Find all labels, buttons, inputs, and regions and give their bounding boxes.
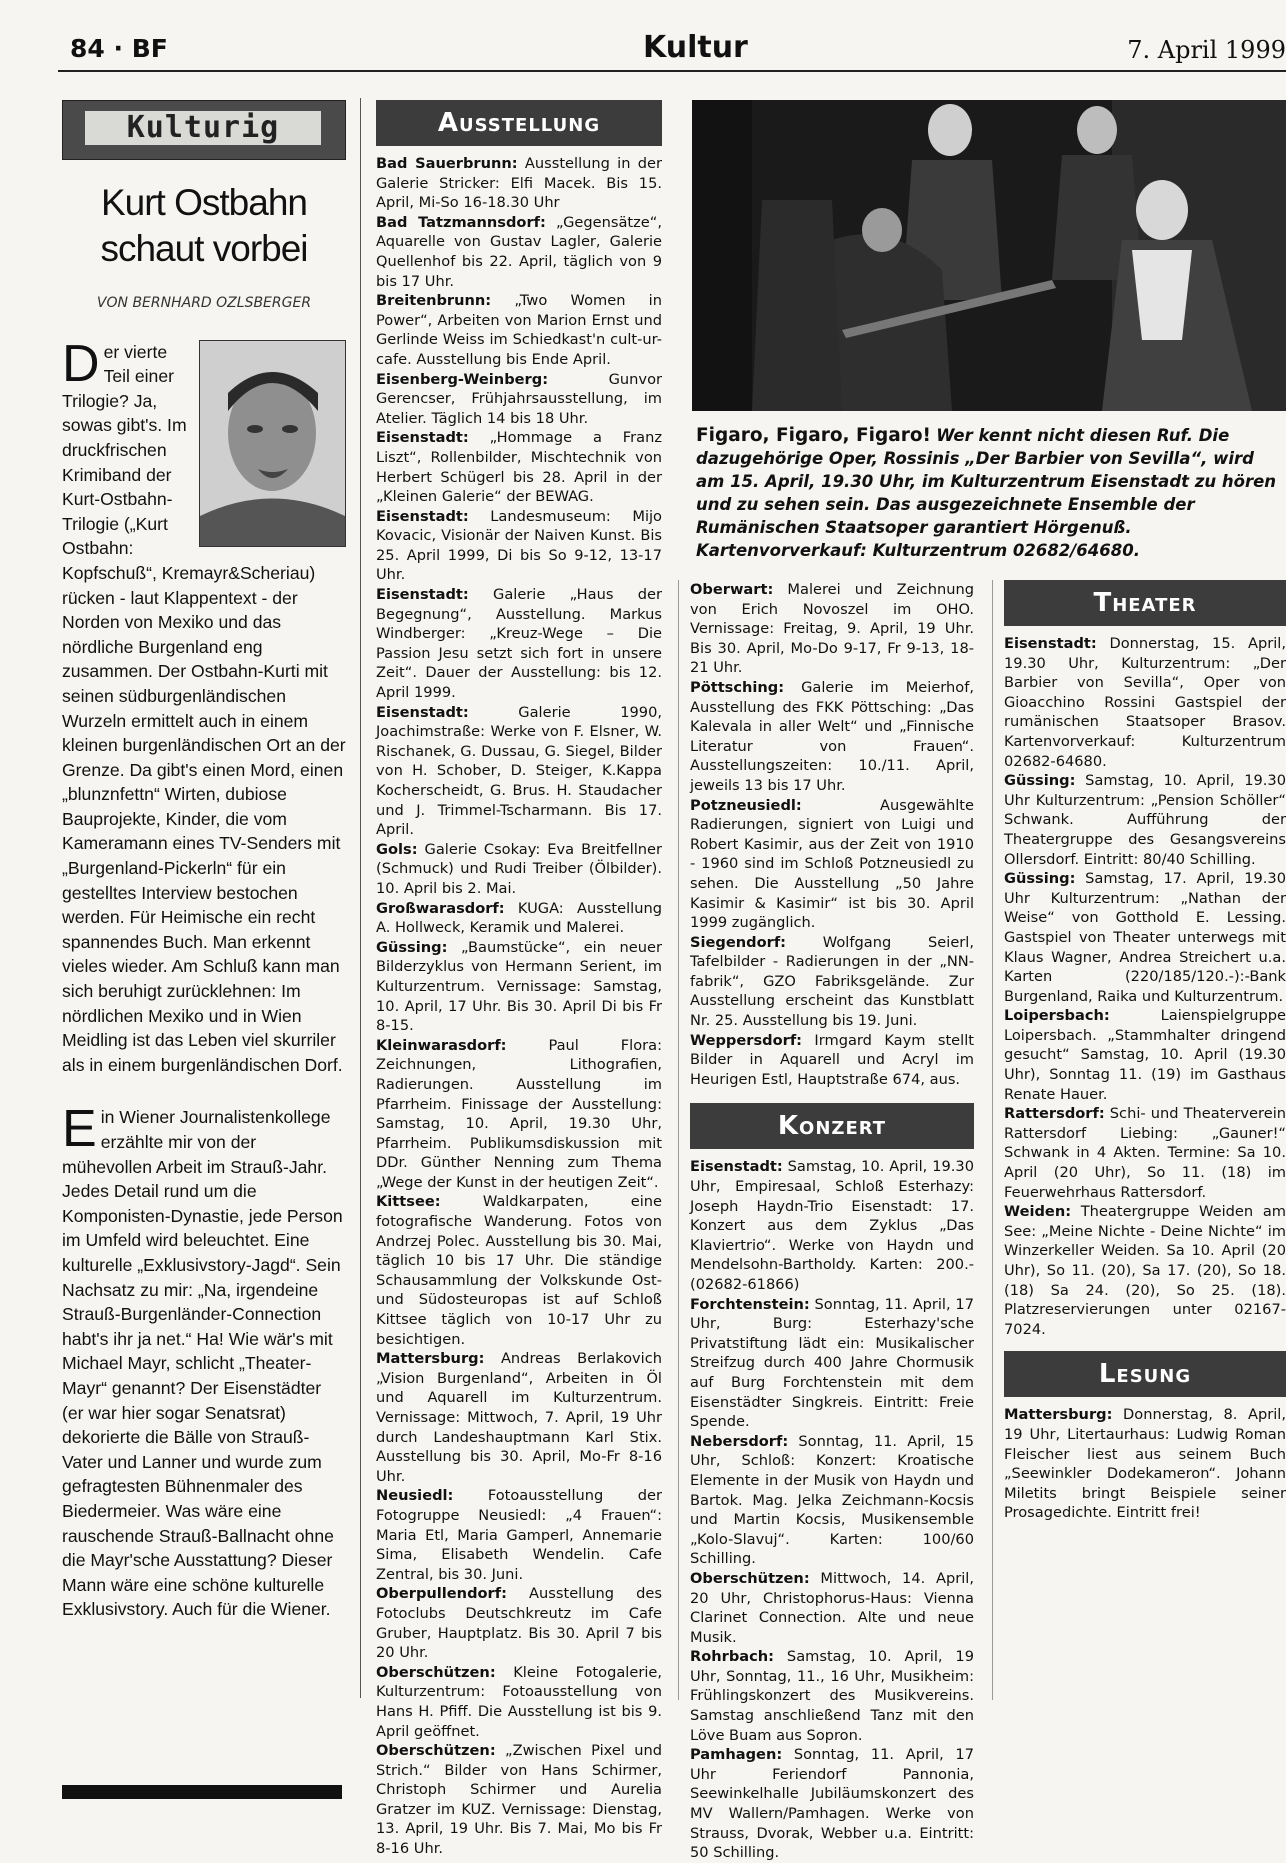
- theater-place: Güssing:: [1004, 870, 1076, 888]
- ausstellung-entry: [376, 899, 662, 938]
- ausstellung-place: Güssing:: [376, 938, 448, 956]
- theater-entry: [1004, 634, 1286, 771]
- issue-date: 7. April 1999: [1127, 36, 1286, 64]
- konzert-place: Forchtenstein:: [690, 1295, 810, 1313]
- column-paragraph-2: in Wiener Journalistenkollege erzählte mir von der mühevollen Arbeit im Strauß-Jahr. Jedes Detail rund um die Komponisten-Dynastie, jede Person im Umfeld wird beleuchtet. Eine kulturelle „Exklusivstory-Jagd“. Sein Nachsatz zu mir: „Na, irgendeine Strauß-Burgenländer-Connection habt's ihr ja net.“ Ha! Wie wär's mit Michael Mayr, schlicht „Theater-Mayr“ genannt? Der Eisenstädter (er war hier sogar Senatsrat) dekorierte die Bälle von Strauß-Vater und Lanner und wurde zum gefragtesten Bühnenmaler des Biedermeier. Was wäre eine rauschende Strauß-Ballnacht ohne die Mayr'sche Ausstattung? Dieser Mann wäre eine schöne kulturelle Exklusivstory. Auch für die Wiener.: [62, 1107, 343, 1620]
- ausstellung-place: Oberschützen:: [376, 1663, 496, 1681]
- ausstellung-text: „Gegensätze“, Aquarelle von Gustav Lagler, Galerie Quellenhof bis 22. April, täglich von 9 bis 17 Uhr.: [376, 213, 662, 290]
- kicker-box: [62, 100, 346, 160]
- ausstellung-text: Fotoausstellung der Fotogruppe Neusiedl: „4 Frauen“: Maria Etl, Maria Gamperl, Annemarie Sima, Elisabeth Wendelin. Cafe Zentral, bis 30. Juni.: [376, 1487, 662, 1583]
- ausstellung-text: „Hommage a Franz Liszt“, Rollenbilder, Mischtechnik von Herbert Schügerl bis 28. April in der „Kleinen Galerie“ der BEWAG.: [376, 429, 662, 506]
- theater-text: Theatergruppe Weiden am See: „Meine Nichte - Deine Nichte“ im Winzerkeller Weiden. Sa 10. April (20 Uhr), So 11. (20), Sa 17. (20), So 18. (18) Sa 24. (20), So 25. (18). Platzreservierungen unter 02167-7024.: [1004, 1203, 1286, 1338]
- theater-entry: [1004, 1006, 1286, 1104]
- ausstellung-place: Eisenstadt:: [376, 703, 469, 721]
- ausstellung-text: Waldkarpaten, eine fotografische Wanderung. Fotos von Andrzej Polec. Ausstellung bis 30. Mai, täglich 10 bis 17 Uhr. Die ständige Schausammlung der Volkskunde Ost- und Südosteuropas ist auf Schloß Kittsee täglich von 10-17 Uhr zu besichtigen.: [376, 1193, 662, 1348]
- ausstellung-entry: [376, 938, 662, 1036]
- ausstellung-text: Malerei und Zeichnung von Erich Novoszel im OHO. Vernissage: Freitag, 9. April, 19 Uhr. Bis 30. April, Mo-Do 9-17, Fr 9-13, 18-21 Uhr.: [690, 581, 974, 677]
- theater-place: Eisenstadt:: [1004, 635, 1097, 652]
- theater-entry: [1004, 1104, 1286, 1202]
- column-paragraph-1: er vierte Teil einer Trilogie? Ja, sowas gibt's. Im druckfrischen Krimiband der Kurt-Ostbahn-Trilogie („Kurt Ostbahn: Kopfschuß“, Kremayr&Scheriau) rücken - laut Klappentext - der Norden von Mexiko und das nördliche Burgenland eng zusammen. Der Ostbahn-Kurti mit seinen südburgenländischen Wurzeln ermittelt auch in einem kleinen burgenländischen Ort an der Grenze. Da gibt's einen Mord, einen „blunznfettn“ Wirten, dubiose Bauprojekte, Kinder, die vom Kameramann eines TV-Senders mit „Burgenland-Pickerln“ für ein gestelltes Interview bestochen werden. Für Heimische ein recht spannendes Buch. Man erkennt vieles wieder. Am Schluß kann man sich beruhigt zurücklehnen: Im nördlichen Mexiko und in Wien Meidling ist das Leben viel skurriler als in einem burgenländischen Dorf.: [62, 341, 346, 1075]
- konzert-place: Oberschützen:: [690, 1569, 810, 1587]
- lesung-heading: Lesung: [1004, 1351, 1286, 1397]
- theater-text: Schi- und Theaterverein Rattersdorf Liebing: „Gauner!“ Schwank in 4 Akten. Termine: Sa 10. April (20 Uhr), So 11. (18) im Feuerwehrhaus Rattersdorf.: [1004, 1105, 1286, 1201]
- konzert-text: Sonntag, 11. April, 17 Uhr, Burg: Esterhazy'sche Privatstiftung lädt ein: Musikalischer Streifzug durch 400 Jahre Chormusik auf Burg Forchtenstein mit dem Eisenstädter Singkreis. Eintritt: Freie Spende.: [690, 1295, 974, 1431]
- ausstellung-place: Eisenstadt:: [376, 507, 469, 525]
- page-number: 84 · BF: [70, 34, 168, 63]
- theater-entry: [1004, 869, 1286, 1006]
- ausstellung-place: Oberschützen:: [376, 1742, 496, 1760]
- ausstellung-text: „Zwischen Pixel und Strich.“ Bilder von Hans Schirmer, Christoph Schirmer und Aurelia Gratzer im KUZ. Vernissage: Dienstag, 13. April, 19 Uhr. Bis 7. Mai, Mo bis Fr 8-16 Uhr.: [376, 1742, 662, 1858]
- ausstellung-place: Mattersburg:: [376, 1350, 485, 1368]
- column-four: [1004, 580, 1286, 1523]
- theater-list: [1004, 634, 1286, 1339]
- ausstellung-place: Eisenstadt:: [376, 429, 469, 447]
- konzert-entry: [690, 1647, 974, 1745]
- ausstellung-entry: [376, 291, 662, 369]
- ausstellung-text: Landesmuseum: Mijo Kovacic, Visionär der Naiven Kunst. Bis 25. April 1999, Di bis So 9-12, 13-17 Uhr.: [376, 507, 662, 584]
- konzert-entry: [690, 1569, 974, 1647]
- konzert-text: Mittwoch, 14. April, 20 Uhr, Christophorus-Haus: Vienna Clarinet Connection. Alte und neue Musik.: [690, 1569, 974, 1646]
- column-title: Kurt Ostbahn schaut vorbei: [100, 182, 308, 269]
- ausstellung-text: KUGA: Ausstellung A. Hollweck, Keramik und Malerei.: [376, 899, 662, 937]
- ausstellung-text: Paul Flora: Zeichnungen, Lithografien, Radierungen. Ausstellung im Pfarrheim. Finissage der Ausstellung: Samstag, 10. April, 19.30 Uhr, Pfarrheim. Publikumsdiskussion mit DDr. Günther Nenning zum Thema „Wege der Kunst in der heutigen Zeit“.: [376, 1036, 662, 1191]
- drop-cap-1: D: [62, 334, 100, 393]
- ausstellung-entry: [376, 1192, 662, 1349]
- photo-caption: [696, 424, 1280, 562]
- ausstellung-entry: [690, 796, 974, 933]
- ausstellung-place: Eisenberg-Weinberg:: [376, 370, 549, 388]
- header-rule: [58, 70, 1286, 72]
- konzert-place: Rohrbach:: [690, 1648, 775, 1666]
- ausstellung-entry: [376, 154, 662, 213]
- lesung-entry: [1004, 1405, 1286, 1523]
- ausstellung-text: Gunvor Gerencser, Frühjahrsausstellung, im Atelier. Täglich 14 bis 18 Uhr.: [376, 370, 662, 427]
- theater-place: Loipersbach:: [1004, 1007, 1110, 1025]
- theater-text: Laienspielgruppe Loipersbach. „Stammhalter dringend gesucht“ Samstag, 10. April (19.30 Uhr), Sonntag 11. (19) im Gasthaus Renate Hauer.: [1004, 1007, 1286, 1103]
- ausstellung-place: Bad Tatzmannsdorf:: [376, 213, 546, 231]
- ausstellung-entry: [690, 1031, 974, 1090]
- opera-photo: [692, 100, 1286, 411]
- ausstellung-entry: [376, 1663, 662, 1741]
- ausstellung-entry: [690, 933, 974, 1031]
- konzert-text: Samstag, 10. April, 19.30 Uhr, Empiresaal, Schloß Esterhazy: Joseph Haydn-Trio Eisenstadt: 17. Konzert aus dem Zyklus „Das Klaviertrio“. Werke von Haydn und Mendelsohn-Bartholdy. Karten: 200.- (02682-61866): [690, 1158, 974, 1293]
- ausstellung-text: Ausgewählte Radierungen, signiert von Luigi und Robert Kasimir, aus der Zeit von 1910 - 1960 sind im Schloß Potzneusiedl zu sehen. Die Ausstellung „50 Jahre Kasimir & Kasimir“ ist bis 30. April 1999 zugänglich.: [690, 796, 974, 932]
- column-divider-3: [678, 580, 679, 1700]
- konzert-entry: [690, 1432, 974, 1569]
- konzert-place: Eisenstadt:: [690, 1158, 783, 1176]
- theater-place: Rattersdorf:: [1004, 1105, 1105, 1123]
- konzert-text: Sonntag, 11. April, 15 Uhr, Schloß: Konzert: Kroatische Elemente in der Musik von Haydn und Bartok. Mag. Jelka Zeichmann-Kocsis und Martin Kocsis, Musikensemble „Kolo-Slavuj“. Karten: 100/60 Schilling.: [690, 1432, 974, 1568]
- ausstellung-entry: [376, 1584, 662, 1662]
- ausstellung-text: Galerie Csokay: Eva Breitfellner (Schmuck) und Rudi Treiber (Ölbilder). 10. April bis 2. Mai.: [376, 840, 662, 897]
- ausstellung-place: Breitenbrunn:: [376, 292, 492, 310]
- ausstellung-entry: [376, 213, 662, 291]
- ausstellung-entry: [376, 703, 662, 840]
- konzert-place: Nebersdorf:: [690, 1432, 789, 1450]
- column-three: [690, 580, 974, 1863]
- theater-place: Weiden:: [1004, 1203, 1072, 1221]
- ausstellung-text: Ausstellung des Fotoclubs Deutschkreutz im Cafe Gruber, Hauptplatz. Bis 30. April 7 bis 20 Uhr.: [376, 1585, 662, 1662]
- column-body: [62, 334, 346, 1622]
- theater-text: Samstag, 17. April, 19.30 Uhr Kulturzentrum: „Nathan der Weise“ von Gotthold E. Lessing. Gastspiel von Theater unterwegs mit Klaus Wagner, Andrea Streichert u.a. Karten (220/185/120.-):-Bank Burgenland, Raika und Kulturzentrum.: [1004, 870, 1286, 1005]
- ausstellung-entry: [376, 1349, 662, 1486]
- ausstellung-place: Bad Sauerbrunn:: [376, 155, 518, 172]
- kicker-label: Kulturig: [85, 111, 321, 145]
- drop-cap-2: E: [62, 1100, 97, 1159]
- ausstellung-text: Galerie im Meierhof, Ausstellung des FKK Pöttsching: „Das Kalevala in aller Welt“ und „Finnische Literatur von Frauen“. Ausstellungszeiten: 10./11. April, jeweils 13 bis 17 Uhr.: [690, 678, 974, 794]
- ausstellung-place: Eisenstadt:: [376, 586, 469, 604]
- ausstellung-entry: [376, 1486, 662, 1584]
- ausstellung-place: Siegendorf:: [690, 933, 786, 951]
- column-divider: [360, 98, 361, 1698]
- ausstellung-text: Andreas Berlakovich „Vision Burgenland“, Arbeiten in Öl und Aquarell im Kulturzentrum. Vernissage: Mittwoch, 7. April, 19 Uhr durch Landeshauptmann Karl Stix. Ausstellung bis 30. April, Mo-Fr 8-16 Uhr.: [376, 1350, 662, 1485]
- ausstellung-entry: [376, 585, 662, 703]
- ausstellung-place: Potzneusiedl:: [690, 796, 802, 814]
- ausstellung-place: Großwarasdorf:: [376, 899, 505, 917]
- column-divider-4: [992, 580, 993, 1700]
- ausstellung-text: Galerie 1990, Joachimstraße: Werke von F. Elsner, W. Rischanek, G. Dussau, G. Siegel, Bilder von H. Schober, D. Steiger, K.Kappa Kocherscheidt, G. Brus. H. Staudacher und J. Trimmel-Tscharmann. Bis 17. April.: [376, 703, 662, 839]
- ausstellung-place: Gols:: [376, 840, 418, 858]
- ausstellung-list: [376, 154, 662, 1859]
- ausstellung-entry: [690, 580, 974, 678]
- konzert-entry: [690, 1157, 974, 1294]
- konzert-heading: Konzert: [690, 1103, 974, 1149]
- ausstellung-text: Galerie „Haus der Begegnung“, Ausstellung. Markus Windberger: „Kreuz-Wege – Die Passion Jesu setzt sich fort in unsere Zeit“. Dauer der Ausstellung: bis 12. April 1999.: [376, 586, 662, 702]
- ausstellung-text: „Baumstücke“, ein neuer Bilderzyklus von Hermann Serient, im Kulturzentrum. Vernissage: Samstag, 10. April, 17 Uhr. Bis 30. April Di bis Fr 8-15.: [376, 938, 662, 1035]
- ausstellung-place: Kleinwarasdorf:: [376, 1036, 507, 1054]
- konzert-place: Pamhagen:: [690, 1746, 783, 1764]
- ausstellung-place: Pöttsching:: [690, 678, 785, 696]
- ausstellung-text: Ausstellung in der Galerie Stricker: Elfi Macek. Bis 15. April, Mi-So 16-18.30 Uhr: [376, 155, 662, 212]
- ausstellung-entry: [690, 678, 974, 796]
- ausstellung-place: Oberpullendorf:: [376, 1585, 507, 1603]
- theater-place: Güssing:: [1004, 772, 1076, 790]
- theater-entry: [1004, 1202, 1286, 1339]
- author-portrait: [199, 340, 346, 547]
- ausstellung-heading: Ausstellung: [376, 100, 662, 146]
- theater-text: Samstag, 10. April, 19.30 Uhr Kulturzentrum: „Pension Schöller“ Schwank. Aufführung der Theatergruppe des Gesangsvereins Ollersdorf. Eintritt: 80/40 Schilling.: [1004, 772, 1286, 868]
- ausstellung-text: Wolfgang Seierl, Tafelbilder - Radierungen in der „NN-fabrik“, GZO Fabriksgelände. Zur Ausstellung erscheint das Kunstblatt Nr. 25. Ausstellung bis 19. Juni.: [690, 933, 974, 1030]
- ausstellung-entry: [376, 507, 662, 585]
- ausstellung-place: Kittsee:: [376, 1193, 441, 1211]
- caption-title: Figaro, Figaro, Figaro!: [696, 425, 931, 446]
- theater-heading: Theater: [1004, 580, 1286, 626]
- column-footer-bar: [62, 1785, 342, 1799]
- ausstellung-list-continued: [690, 580, 974, 1089]
- ausstellung-entry: [376, 428, 662, 506]
- theater-entry: [1004, 771, 1286, 869]
- lesung-place: Mattersburg:: [1004, 1406, 1113, 1424]
- lesung-text: Donnerstag, 8. April, 19 Uhr, Litertaurhaus: Ludwig Roman Fleischer liest aus seinem Buch „Seewinkler Dodekameron“. Johann Miletits bringt Beispiele seiner Prosagedichte. Eintritt frei!: [1004, 1406, 1286, 1522]
- konzert-text: Sonntag, 11. April, 17 Uhr Feriendorf Pannonia, Seewinkelhalle Jubiläumskonzert des MV Wallern/Pamhagen. Werke von Strauss, Dvorak, Webber u.a. Eintritt: 50 Schilling.: [690, 1746, 974, 1862]
- ausstellung-column: [376, 100, 662, 1859]
- konzert-entry: [690, 1745, 974, 1863]
- lesung-list: [1004, 1405, 1286, 1523]
- page-header: [58, 30, 1286, 68]
- ausstellung-entry: [376, 1036, 662, 1193]
- konzert-entry: [690, 1295, 974, 1432]
- ausstellung-text: „Two Women in Power“, Arbeiten von Marion Ernst und Gerlinde Weiss im Schiedkast'n cult-ur-cafe. Ausstellung bis Ende April.: [376, 292, 662, 368]
- ausstellung-text: Irmgard Kaym stellt Bilder in Aquarell und Acryl im Heurigen Estl, Hauptstraße 674, aus.: [690, 1031, 974, 1088]
- theater-text: Donnerstag, 15. April, 19.30 Uhr, Kulturzentrum: „Der Barbier von Sevilla“, Oper von Gioacchino Rossini Gastspiel der rumänischen Staatsoper Brasov. Kartenvorverkauf: Kulturzentrum 02682-64680.: [1004, 635, 1286, 770]
- caption-text: Wer kennt nicht diesen Ruf. Die dazugehörige Oper, Rossinis „Der Barbier von Sevilla“, wird am 15. April, 19.30 Uhr, im Kulturzentrum Eisenstadt zu hören und zu sehen sein. Das ausgezeichnete Ensemble der Rumänischen Staatsoper garantiert Hörgenuß. Kartenvorverkauf: Kulturzentrum 02682/64680.: [696, 426, 1277, 560]
- ausstellung-place: Weppersdorf:: [690, 1031, 803, 1049]
- ausstellung-place: Neusiedl:: [376, 1487, 454, 1505]
- ausstellung-place: Oberwart:: [690, 581, 774, 598]
- ausstellung-entry: [376, 370, 662, 429]
- ausstellung-text: Kleine Fotogalerie, Kulturzentrum: Fotoausstellung von Hans H. Pfiff. Die Ausstellung ist bis 9. April geöffnet.: [376, 1663, 662, 1740]
- kulturig-column: [62, 100, 346, 1622]
- konzert-text: Samstag, 10. April, 19 Uhr, Sonntag, 11., 16 Uhr, Musikheim: Frühlingskonzert des Musikvereins. Samstag anschließend Tanz mit den Löve Buam aus Sopron.: [690, 1648, 974, 1744]
- ausstellung-entry: [376, 840, 662, 899]
- column-author: VON BERNHARD OZLSBERGER: [96, 295, 312, 311]
- section-title: Kultur: [643, 30, 748, 65]
- konzert-list: [690, 1157, 974, 1862]
